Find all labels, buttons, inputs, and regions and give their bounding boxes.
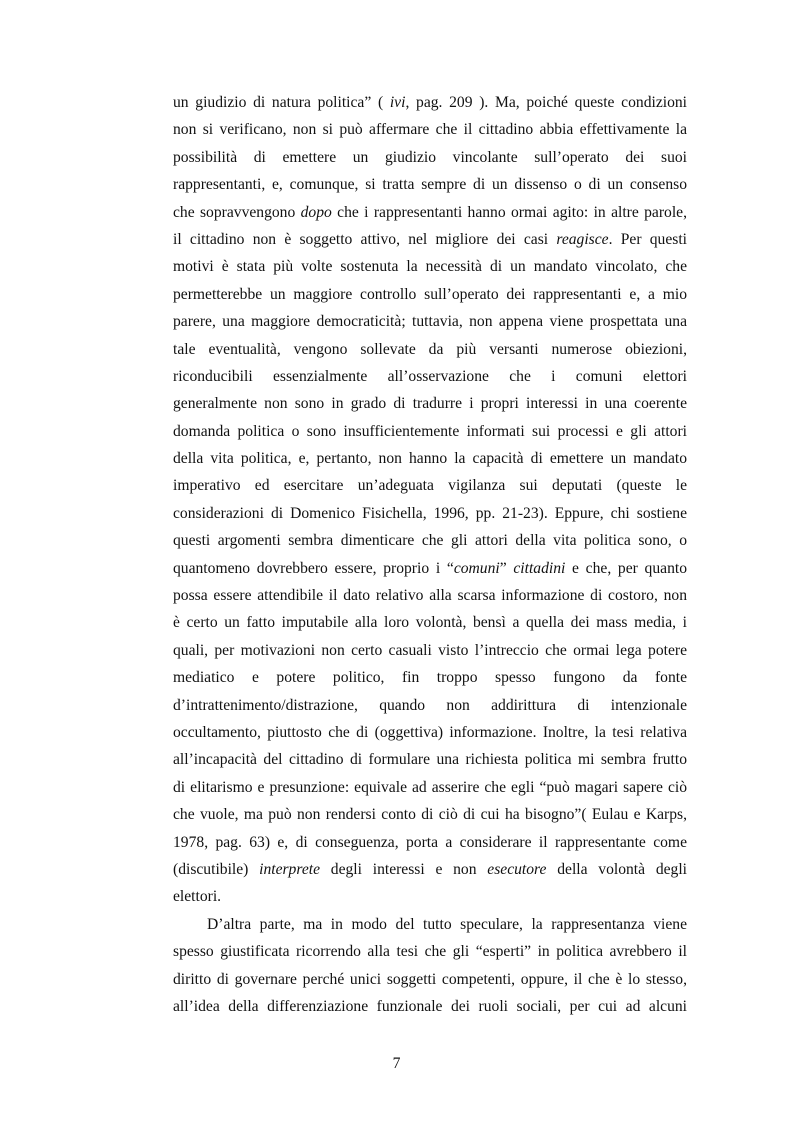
text-run: ”	[499, 559, 514, 577]
text-run: all’incapacità del cittadino di formulare una richiesta politica mi sembra frutto	[173, 751, 687, 769]
text-line	[173, 609, 687, 636]
text-line	[173, 637, 687, 664]
text-run: un giudizio di natura politica” (	[173, 94, 390, 111]
text-line	[173, 883, 687, 910]
text-run: d’intrattenimento/distrazione, quando non addirittura di intenzionale	[173, 696, 687, 714]
text-line	[173, 308, 687, 335]
text-line	[173, 363, 687, 390]
page-number: 7	[392, 1055, 401, 1072]
text-line	[173, 89, 687, 116]
text-run: degli interessi e non	[320, 860, 488, 878]
italic-text-run: reagisce	[556, 230, 609, 248]
text-run: parere, una maggiore democraticità; tuttavia, non appena viene prospettata una	[173, 313, 687, 331]
text-run: che sopravvengono	[173, 203, 301, 221]
text-run: della vita politica, e, pertanto, non hanno la capacità di emettere un mandato	[173, 450, 687, 468]
text-line	[173, 829, 687, 856]
text-line	[173, 719, 687, 746]
text-line	[173, 692, 687, 719]
text-run: mediatico e potere politico, fin troppo spesso fungono da fonte	[173, 669, 687, 687]
text-line	[173, 253, 687, 280]
paragraph-1	[173, 89, 687, 911]
text-run: quantomeno dovrebbero essere, proprio i “	[173, 559, 454, 577]
text-line	[173, 746, 687, 773]
text-line	[173, 527, 687, 554]
text-line	[173, 993, 687, 1020]
text-run: considerazioni di Domenico Fisichella, 1996, pp. 21-23). Eppure, chi sostiene	[173, 504, 687, 522]
text-line	[173, 856, 687, 883]
text-run: domanda politica o sono insufficientemente informati sui processi e gli attori	[173, 422, 687, 440]
italic-text-run: dopo	[300, 203, 332, 221]
text-run: rappresentanti, e, comunque, si tratta sempre di un dissenso o di un consenso	[173, 176, 687, 194]
text-run: possibilità di emettere un giudizio vincolante sull’operato dei suoi	[173, 148, 687, 166]
text-run: . Per questi	[608, 230, 687, 248]
italic-text-run: esecutore	[487, 860, 547, 878]
text-line	[173, 500, 687, 527]
text-line	[173, 801, 687, 828]
text-run: occultamento, piuttosto che di (oggettiva) informazione. Inoltre, la tesi relativa	[173, 723, 687, 741]
text-run: della volontà degli	[546, 860, 688, 878]
text-line	[173, 281, 687, 308]
italic-text-run: ivi	[389, 94, 406, 111]
text-line	[173, 226, 687, 253]
text-line	[173, 966, 687, 993]
text-line	[173, 911, 687, 938]
text-line	[173, 418, 687, 445]
text-run: imperativo ed esercitare un’adeguata vigilanza sui deputati (queste le	[173, 477, 687, 495]
text-run: e che, per quanto	[565, 559, 687, 577]
text-line	[173, 555, 687, 582]
text-run: elettori.	[173, 888, 222, 906]
text-run: motivi è stata più volte sostenuta la necessità di un mandato vincolato, che	[173, 258, 687, 276]
text-run: all’idea della differenziazione funzionale dei ruoli sociali, per cui ad alcuni	[173, 997, 687, 1015]
text-run: il cittadino non è soggetto attivo, nel migliore dei casi	[173, 230, 557, 248]
text-line	[173, 938, 687, 965]
body-text	[173, 89, 687, 1020]
text-line	[173, 445, 687, 472]
text-run: non si verificano, non si può affermare che il cittadino abbia effettivamente la	[173, 121, 687, 139]
text-run: , pag. 209 ). Ma, poiché queste condizioni	[405, 94, 688, 111]
text-run: generalmente non sono in grado di tradurre i propri interessi in una coerente	[173, 395, 687, 413]
text-run: D’altra parte, ma in modo del tutto speculare, la rappresentanza viene	[207, 915, 687, 933]
text-line	[173, 116, 687, 143]
text-run: permetterebbe un maggiore controllo sull’operato dei rappresentanti e, a mio	[173, 285, 687, 303]
italic-text-run: cittadini	[513, 559, 566, 577]
text-run: tale eventualità, vengono sollevate da più versanti numerose obiezioni,	[173, 340, 687, 358]
text-run: che vuole, ma può non rendersi conto di ciò di cui ha bisogno”( Eulau e Karps,	[173, 806, 687, 824]
text-line	[173, 390, 687, 417]
text-line	[173, 664, 687, 691]
text-line	[173, 171, 687, 198]
text-line	[173, 144, 687, 171]
text-line	[173, 472, 687, 499]
text-line	[173, 199, 687, 226]
text-run: (discutibile)	[173, 860, 260, 878]
text-run: riconducibili essenzialmente all’osservazione che i comuni elettori	[173, 367, 687, 385]
text-run: spesso giustificata ricorrendo alla tesi che gli “esperti” in politica avrebbero il	[173, 943, 687, 961]
text-line	[173, 336, 687, 363]
text-run: 1978, pag. 63) e, di conseguenza, porta a considerare il rappresentante come	[173, 833, 687, 851]
text-run: diritto di governare perché unici soggetti competenti, oppure, il che è lo stesso,	[173, 970, 687, 988]
italic-text-run: interprete	[259, 860, 321, 878]
italic-text-run: comuni	[453, 559, 500, 577]
text-run: possa essere attendibile il dato relativo alla scarsa informazione di costoro, non	[173, 587, 687, 605]
paragraph-2	[173, 911, 687, 1021]
text-run: di elitarismo e presunzione: equivale ad asserire che egli “può magari sapere ciò	[173, 778, 687, 796]
text-run: è certo un fatto imputabile alla loro volontà, bensì a quella dei mass media, i	[173, 614, 687, 632]
text-line	[173, 582, 687, 609]
text-run: quali, per motivazioni non certo casuali visto l’intreccio che ormai lega potere	[173, 641, 687, 659]
text-run: che i rappresentanti hanno ormai agito: in altre parole,	[331, 203, 687, 221]
text-line	[173, 774, 687, 801]
text-run: questi argomenti sembra dimenticare che gli attori della vita politica sono, o	[173, 532, 687, 550]
